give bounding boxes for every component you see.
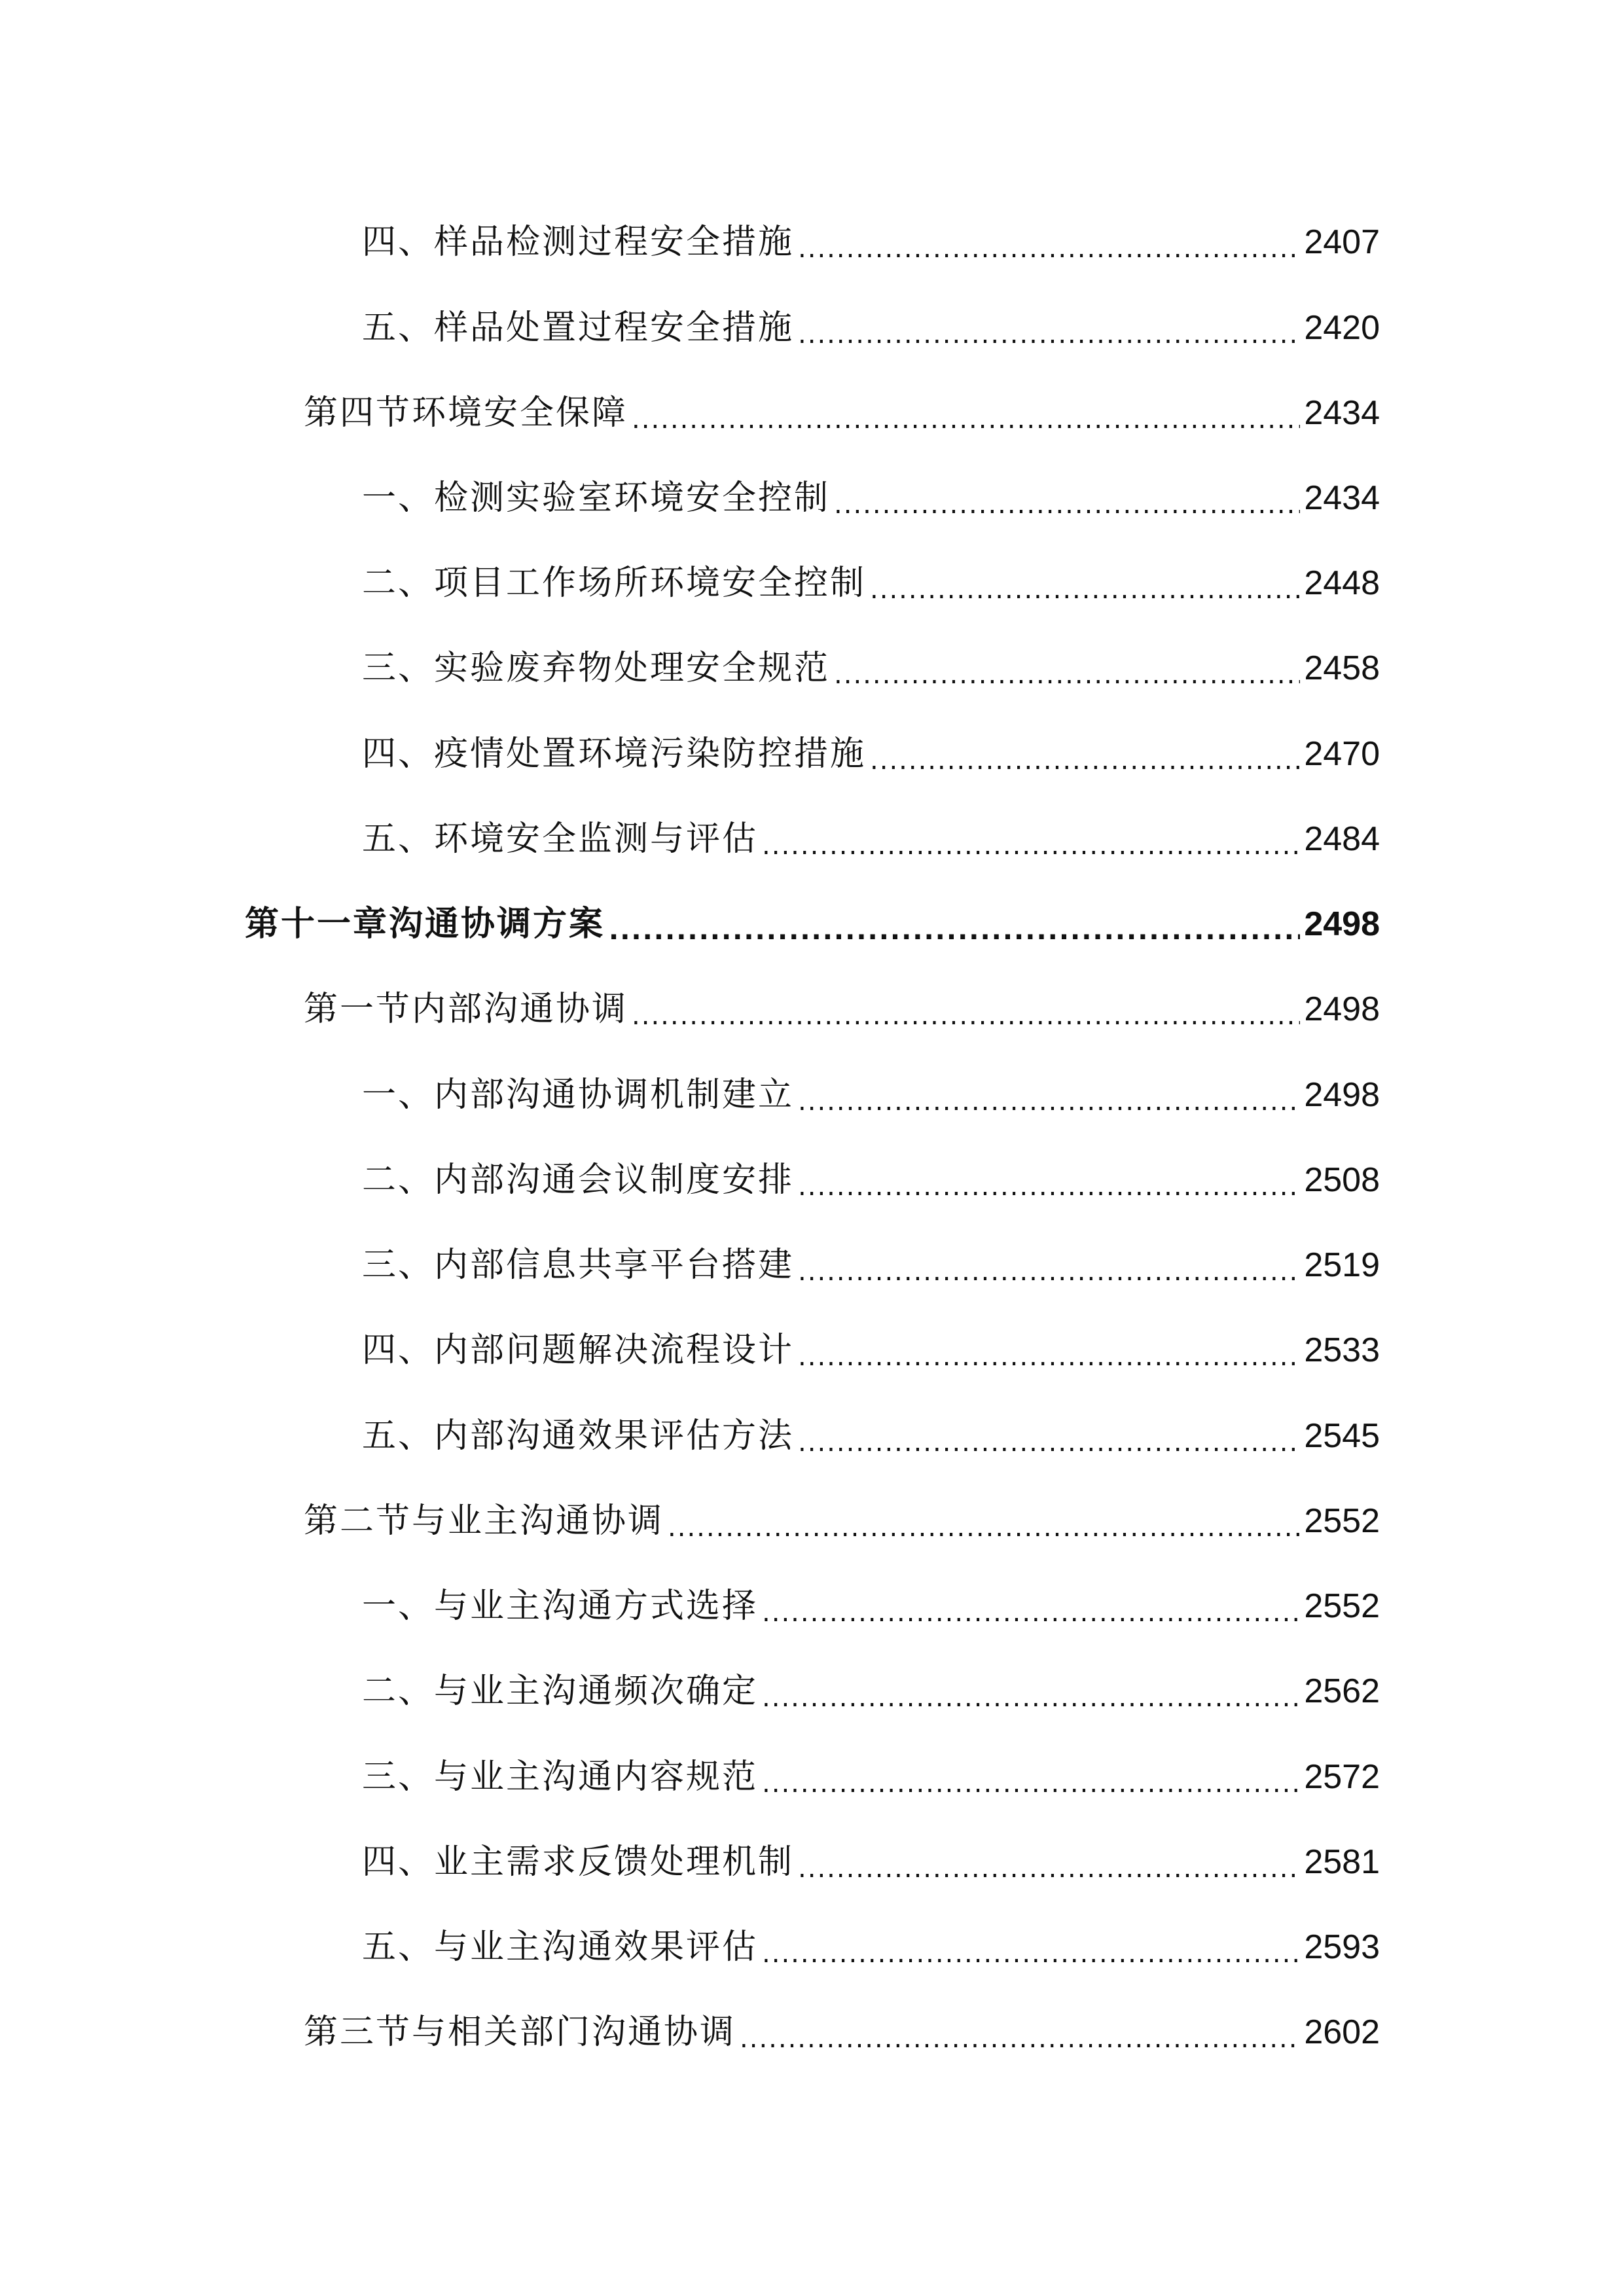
toc-entry-title: 三、与业主沟通内容规范 (362, 1757, 759, 1797)
toc-entry-title: 二、与业主沟通频次确定 (362, 1672, 759, 1711)
toc-entry-page: 2519 (1304, 1246, 1380, 1284)
toc-entry-page: 2484 (1304, 820, 1380, 858)
toc-entry-title: 第四节环境安全保障 (304, 393, 628, 433)
toc-entry-page: 2533 (1304, 1331, 1380, 1369)
toc-dot-leader (762, 823, 1300, 869)
toc-entry[interactable] (362, 1407, 1380, 1465)
toc-entry-title: 三、实验废弃物处理安全规范 (362, 649, 831, 688)
toc-entry[interactable] (362, 1662, 1380, 1721)
toc-entry-page: 2420 (1304, 309, 1380, 347)
toc-entry[interactable] (362, 1833, 1380, 1892)
toc-entry[interactable] (304, 980, 1380, 1039)
toc-entry[interactable] (304, 1492, 1380, 1551)
toc-entry-page: 2581 (1304, 1843, 1380, 1881)
toc-entry-title: 四、疫情处置环境污染防控措施 (362, 734, 867, 774)
toc-entry-title: 四、样品检测过程安全措施 (362, 223, 795, 262)
toc-entry[interactable] (362, 810, 1380, 869)
toc-entry-page: 2498 (1304, 1076, 1380, 1114)
toc-entry-title: 第三节与相关部门沟通协调 (304, 2013, 736, 2052)
toc-entry-title: 二、项目工作场所环境安全控制 (362, 564, 867, 603)
toc-dot-leader (798, 1420, 1300, 1465)
toc-entry[interactable] (362, 1151, 1380, 1210)
toc-dot-leader (740, 2016, 1300, 2062)
toc-dot-leader (762, 1761, 1300, 1806)
toc-entry-title: 第一节内部沟通协调 (304, 990, 628, 1029)
toc-dot-leader (798, 312, 1300, 357)
toc-entry-title: 五、内部沟通效果评估方法 (362, 1416, 795, 1456)
toc-dot-leader (762, 1931, 1300, 1977)
toc-entry-title: 四、业主需求反馈处理机制 (362, 1842, 795, 1882)
toc-dot-leader (798, 226, 1300, 272)
toc-entry[interactable] (362, 1918, 1380, 1977)
toc-entry-page: 2434 (1304, 479, 1380, 517)
toc-entry-title: 三、内部信息共享平台搭建 (362, 1246, 795, 1285)
toc-entry[interactable] (362, 1066, 1380, 1124)
toc-entry[interactable] (362, 469, 1380, 528)
toc-entry[interactable] (362, 1577, 1380, 1636)
toc-dot-leader (834, 482, 1300, 528)
toc-entry[interactable] (362, 639, 1380, 698)
toc-entry[interactable] (362, 1236, 1380, 1295)
toc-entry-chapter[interactable] (245, 895, 1380, 954)
toc-dot-leader (798, 1079, 1300, 1124)
toc-dot-leader (798, 1164, 1300, 1210)
toc-dot-leader (834, 652, 1300, 698)
toc-entry-page: 2470 (1304, 735, 1380, 773)
toc-dot-leader (798, 1249, 1300, 1295)
toc-entry-title: 第二节与业主沟通协调 (304, 1501, 664, 1541)
toc-dot-leader (870, 738, 1300, 783)
toc-dot-leader (668, 1505, 1300, 1551)
toc-entry[interactable] (362, 725, 1380, 783)
toc-entry-page: 2407 (1304, 223, 1380, 261)
toc-dot-leader (632, 993, 1300, 1039)
toc-dot-leader (870, 567, 1300, 613)
toc-entry[interactable] (362, 1321, 1380, 1380)
toc-entry-title: 五、样品处置过程安全措施 (362, 308, 795, 348)
toc-entry-title: 一、与业主沟通方式选择 (362, 1587, 759, 1626)
toc-entry-page: 2498 (1304, 990, 1380, 1028)
toc-entry[interactable] (304, 2003, 1380, 2062)
toc-entry-title: 一、检测实验室环境安全控制 (362, 478, 831, 518)
toc-dot-leader (798, 1334, 1300, 1380)
toc-entry-title: 四、内部问题解决流程设计 (362, 1331, 795, 1370)
toc-entry-page: 2562 (1304, 1672, 1380, 1710)
toc-entry[interactable] (362, 298, 1380, 357)
toc-entry[interactable] (362, 554, 1380, 613)
toc-entry-page: 2458 (1304, 649, 1380, 687)
toc-dot-leader (798, 1846, 1300, 1892)
toc-dot-leader (632, 397, 1300, 442)
toc-entry-page: 2448 (1304, 564, 1380, 602)
toc-entry-page: 2593 (1304, 1928, 1380, 1966)
toc-dot-leader (762, 1675, 1300, 1721)
toc-entry[interactable] (362, 213, 1380, 272)
toc-entry-page: 2552 (1304, 1502, 1380, 1540)
toc-dot-leader (762, 1590, 1300, 1636)
toc-entry-title: 五、环境安全监测与评估 (362, 819, 759, 859)
toc-entry-title: 五、与业主沟通效果评估 (362, 1928, 759, 1967)
toc-entry-title: 二、内部沟通会议制度安排 (362, 1160, 795, 1200)
toc-entry-page: 2552 (1304, 1587, 1380, 1625)
toc-entry-page: 2434 (1304, 394, 1380, 432)
toc-entry[interactable] (362, 1748, 1380, 1806)
toc-entry-title: 一、内部沟通协调机制建立 (362, 1075, 795, 1115)
toc-dot-leader (609, 908, 1300, 954)
toc-entry-page: 2508 (1304, 1161, 1380, 1199)
toc-entry[interactable] (304, 384, 1380, 442)
toc-entry-page: 2498 (1304, 905, 1380, 943)
toc-entry-page: 2545 (1304, 1417, 1380, 1455)
toc-entry-page: 2572 (1304, 1758, 1380, 1796)
toc-entry-page: 2602 (1304, 2013, 1380, 2051)
toc-entry-title: 第十一章沟通协调方案 (245, 905, 605, 944)
